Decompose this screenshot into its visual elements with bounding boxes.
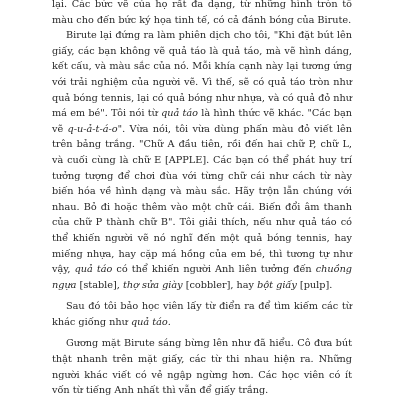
italic-term: thợ sửa giày	[122, 279, 183, 291]
text-run: là hình thức vẽ khác. "Các bạn vẽ	[52, 108, 352, 135]
italic-term: chuồng ngựa	[52, 264, 353, 291]
text-run: Birute lại đứng ra làm phiên dịch cho tôi, "Khi đặt bút lên giấy, các bạn không vẽ quả táo là quả táo, mà vẽ hình dáng, kết cấu, và màu sắc của nó. Mỗi khía cạnh này lại tương ứng với trải nghiệm của người vẽ. Vì thế, sẽ có quả táo tròn như quả bóng tennis, lại có quả bóng như nhựa, và có quả đỏ như má em bé". Tôi nói từ	[52, 30, 352, 120]
italic-term: q-u-ả-t-á-o	[67, 123, 118, 135]
text-run: [pulp].	[296, 279, 333, 291]
paragraph-continued	[52, 0, 352, 28]
italic-term: quả táo	[74, 264, 113, 276]
paragraph	[52, 299, 352, 330]
italic-term: bột giấy	[257, 279, 297, 291]
body-text	[52, 0, 352, 399]
text-run: [stable],	[76, 279, 123, 291]
paragraph	[52, 336, 352, 398]
italic-term: quả táo	[130, 316, 168, 328]
italic-term: quả táo	[161, 108, 199, 120]
text-run: .	[167, 316, 171, 328]
text-run: lại. Các bức vẽ của họ rất đa dạng, từ những hình tròn tô màu cho đến bức ký họa tinh tế, có cả đánh bóng của Birute.	[52, 0, 352, 26]
text-run: có thể khiến người Anh liên tưởng đến	[112, 264, 316, 276]
text-run: Sau đó tôi bảo học viên lấy từ điển ra để tìm kiếm các từ khác giống như	[52, 301, 352, 328]
text-run: [cobbler], hay	[182, 279, 258, 291]
paragraph	[52, 28, 352, 293]
text-run: ". Vừa nói, tôi vừa dùng phấn màu đỏ viết lên trên bảng trắng. "Chữ A đầu tiên, rồi đến hai chữ P, chữ L, và cuối cùng là chữ E [APPLE]. Các bạn có thể phát huy trí tưởng tượng để chơi đùa với từng chữ cái như cách từ này biến hóa về hình dạng và màu sắc. Hãy trộn lẫn chúng với nhau. Bỏ đi hoặc thêm vào một chữ cái. Biến đổi âm thanh của chữ P thành chữ B". Tôi giải thích, nếu như quả táo có thể khiến người vẽ nó nghĩ đến một quả bóng tennis, hay miếng nhựa, hay cặp má hồng của em bé, thì tương tự như vậy,	[52, 123, 352, 276]
text-run: Gương mặt Birute sáng bừng lên như đã hiểu. Cô đưa bút thật nhanh trên mặt giấy, các từ thi nhau hiện ra. Những người khác viết có vẻ ngập ngừng hơn. Các học viên có ít vốn từ tiếng Anh nhất thì vẫn để giấy trắng.	[52, 338, 352, 397]
